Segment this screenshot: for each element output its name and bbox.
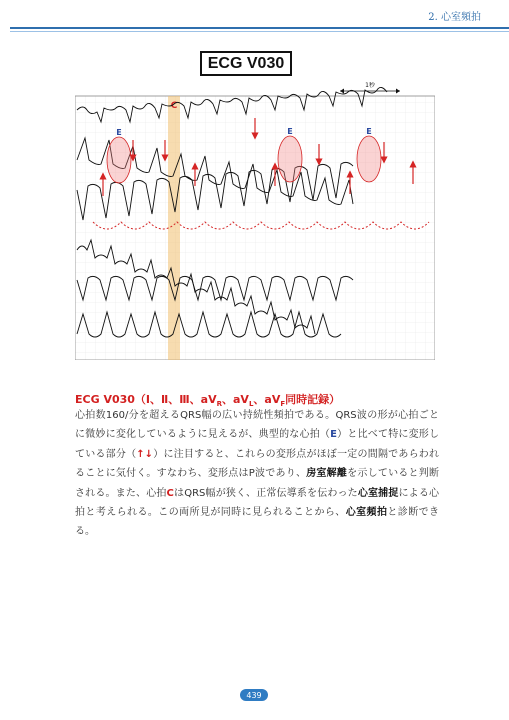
caption-sub-f: F	[280, 400, 286, 409]
capture-beat-label: C	[170, 101, 178, 111]
caption-suffix: 同時記録）	[285, 393, 341, 406]
page-header	[0, 0, 509, 32]
term-ventricular-capture: 心室捕捉	[357, 487, 399, 499]
ecg-figure	[75, 82, 435, 360]
caption-sep-1: 、aV	[222, 393, 249, 406]
body-text-4: を示していると判断される。また、心拍	[75, 468, 440, 499]
caption-sep-2: 、aV	[253, 393, 281, 406]
typical-beat-label-3: E	[366, 127, 372, 136]
body-arrows: ↑↓	[136, 448, 154, 460]
caption-leads: Ⅰ、Ⅱ、Ⅲ、aV	[145, 393, 217, 406]
body-text-6: による心拍と考えられる。この両所見が同時に見られることから、	[75, 487, 440, 519]
header-rule-thin	[10, 31, 509, 32]
capture-beat-highlight	[168, 96, 180, 360]
figure-title: ECG V030	[200, 51, 292, 76]
caption-sub-l: L	[248, 400, 254, 409]
body-text-2: ）と比べて特に変形している部分（	[75, 429, 440, 460]
typical-beat-label-2: E	[287, 127, 293, 136]
body-text-3: ）に注目すると、これらの変形点がほぼ一定の間隔であらわれることに気付く。すなわち、変形点はP波であり、	[75, 448, 440, 480]
header-rule	[10, 27, 509, 29]
caption-sub-r: R	[216, 400, 222, 409]
term-av-dissociation: 房室解離	[306, 468, 348, 480]
caption-prefix: ECG V030（	[75, 393, 146, 406]
page-number: 439	[240, 689, 268, 701]
body-paragraph	[75, 406, 439, 542]
body-c-label: C	[166, 487, 174, 499]
body-e-label: E	[330, 429, 337, 441]
typical-beat-label-1: E	[116, 128, 122, 137]
body-text-7: と診断できる。	[75, 507, 440, 538]
body-text-1: 心拍数160/分を超えるQRS幅の広い持続性頻拍である。QRS波の形が心拍ごとに微妙に変化しているように見えるが、典型的な心拍（	[75, 410, 439, 441]
scale-label: 1秒	[365, 82, 375, 89]
term-ventricular-tachycardia: 心室頻拍	[345, 507, 388, 519]
section-title: 2. 心室頻拍	[428, 12, 481, 23]
body-text-5: はQRS幅が狭く、正常伝導系を伝わった	[173, 487, 358, 499]
